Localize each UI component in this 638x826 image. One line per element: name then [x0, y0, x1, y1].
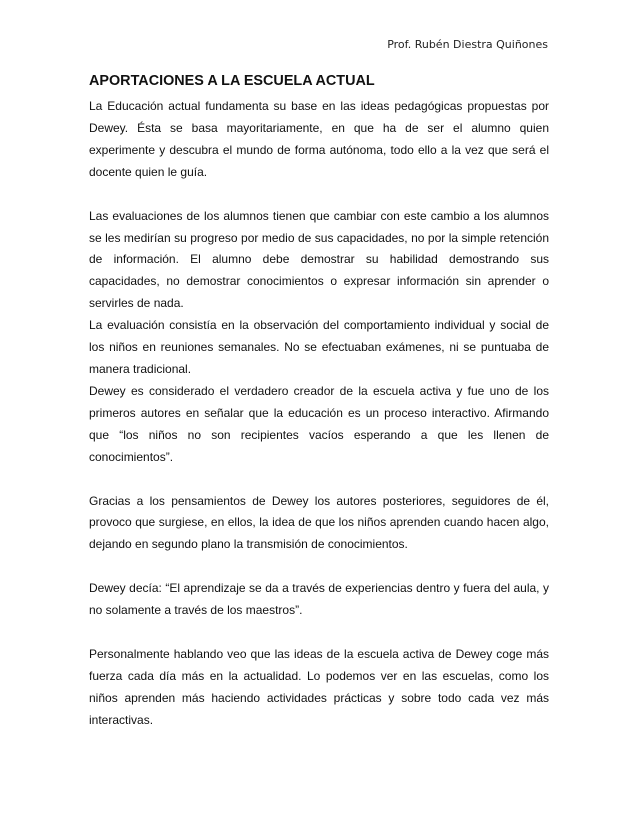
paragraph-1: La Educación actual fundamenta su base en las ideas pedagógicas propuestas por Dewey. Ésta se basa mayoritariamente, en que ha de ser el alumno quien experimente y descubra el mundo de forma autónoma, todo ello a la vez que será el docente quien le guía.: [89, 99, 549, 179]
document-body: [89, 70, 549, 732]
page-header-author: Prof. Rubén Diestra Quiñones: [387, 38, 548, 51]
paragraph-7: Personalmente hablando veo que las ideas de la escuela activa de Dewey coge más fuerza cada día más en la actualidad. Lo podemos ver en las escuelas, como los niños aprenden más haciendo actividades prácticas y sobre todo cada vez más interactivas.: [89, 647, 549, 727]
paragraph-4: Dewey es considerado el verdadero creador de la escuela activa y fue uno de los primeros autores en señalar que la educación es un proceso interactivo. Afirmando que “los niños no son recipientes vacíos esperando a que les llenen de conocimientos”.: [89, 383, 549, 464]
paragraph-5: Gracias a los pensamientos de Dewey los autores posteriores, seguidores de él, provoco que surgiese, en ellos, la idea de que los niños aprenden cuando hacen algo, dejando en segundo plano la transmisión de conocimientos.: [89, 493, 549, 552]
paragraph-6: Dewey decía: “El aprendizaje se da a través de experiencias dentro y fuera del aula, y no solamente a través de los maestros”.: [89, 581, 549, 618]
paragraph-2: Las evaluaciones de los alumnos tienen que cambiar con este cambio a los alumnos se les medirían su progreso por medio de sus capacidades, no por la simple retención de información. El alumno debe demostrar su habilidad demostrando sus capacidades, no demostrar conocimientos o expresar información sin aprender o servirles de nada.: [89, 208, 549, 311]
document-title: APORTACIONES A LA ESCUELA ACTUAL: [89, 73, 375, 89]
paragraph-3: La evaluación consistía en la observación del comportamiento individual y social de los niños en reuniones semanales. No se efectuaban exámenes, ni se puntuaba de manera tradicional.: [89, 318, 549, 376]
